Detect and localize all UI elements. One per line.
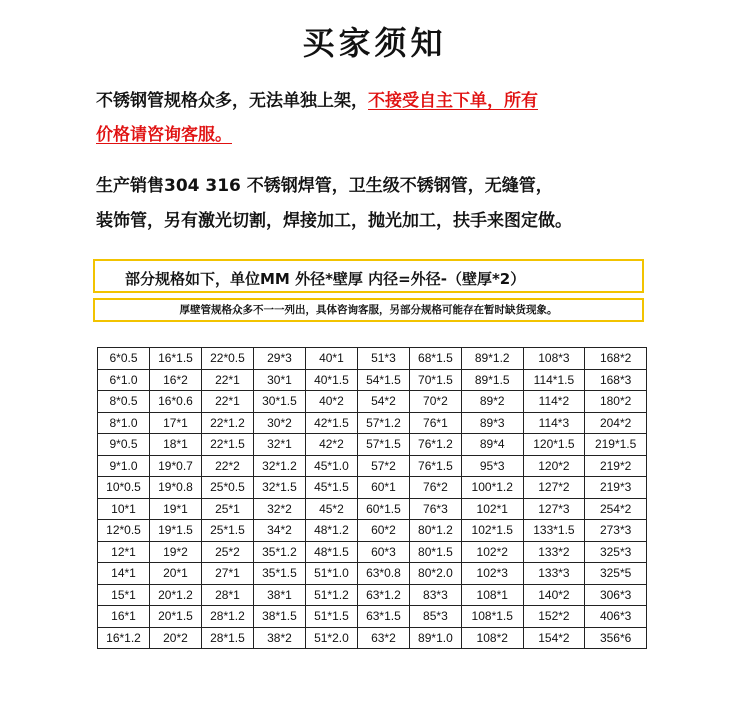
table-cell: 108*3 bbox=[523, 348, 585, 370]
table-cell: 154*2 bbox=[523, 627, 585, 649]
notice-warning: 不接受自主下单，所有 bbox=[368, 91, 538, 111]
table-row bbox=[98, 541, 647, 563]
table-cell: 108*1 bbox=[461, 584, 523, 606]
table-cell: 51*1.0 bbox=[305, 563, 357, 585]
table-cell: 76*1.2 bbox=[409, 434, 461, 456]
page-title: 买家须知 bbox=[302, 24, 447, 62]
table-cell: 100*1.2 bbox=[461, 477, 523, 499]
table-cell: 16*1.5 bbox=[149, 348, 201, 370]
table-cell: 219*3 bbox=[585, 477, 647, 499]
table-row bbox=[98, 563, 647, 585]
sub-note: 厚壁管规格众多不一一列出，具体咨询客服，另部分规格可能存在暂时缺货现象。 bbox=[93, 298, 644, 322]
table-cell: 16*2 bbox=[149, 369, 201, 391]
table-cell: 63*0.8 bbox=[357, 563, 409, 585]
table-cell: 306*3 bbox=[585, 584, 647, 606]
table-cell: 168*3 bbox=[585, 369, 647, 391]
table-cell: 120*2 bbox=[523, 455, 585, 477]
table-cell: 51*1.5 bbox=[305, 606, 357, 628]
table-cell: 102*1 bbox=[461, 498, 523, 520]
table-cell: 16*1 bbox=[98, 606, 150, 628]
table-row bbox=[98, 434, 647, 456]
table-cell: 89*3 bbox=[461, 412, 523, 434]
table-cell: 29*3 bbox=[253, 348, 305, 370]
table-cell: 76*3 bbox=[409, 498, 461, 520]
table-row bbox=[98, 627, 647, 649]
table-cell: 133*3 bbox=[523, 563, 585, 585]
table-cell: 57*1.5 bbox=[357, 434, 409, 456]
table-cell: 89*4 bbox=[461, 434, 523, 456]
table-cell: 85*3 bbox=[409, 606, 461, 628]
table-cell: 9*0.5 bbox=[98, 434, 150, 456]
table-cell: 152*2 bbox=[523, 606, 585, 628]
table-cell: 51*2.0 bbox=[305, 627, 357, 649]
table-cell: 19*1 bbox=[149, 498, 201, 520]
table-cell: 80*1.2 bbox=[409, 520, 461, 542]
table-cell: 34*2 bbox=[253, 520, 305, 542]
spec-note: 部分规格如下，单位MM 外径*壁厚 内径=外径-（壁厚*2） bbox=[125, 270, 526, 288]
table-cell: 63*1.2 bbox=[357, 584, 409, 606]
table-cell: 6*1.0 bbox=[98, 369, 150, 391]
table-cell: 40*2 bbox=[305, 391, 357, 413]
table-cell: 89*1.0 bbox=[409, 627, 461, 649]
table-cell: 254*2 bbox=[585, 498, 647, 520]
table-cell: 63*1.5 bbox=[357, 606, 409, 628]
production-line-1: 生产销售304 316 不锈钢焊管，卫生级不锈钢管，无缝管， bbox=[96, 176, 553, 196]
table-cell: 60*3 bbox=[357, 541, 409, 563]
table-cell: 35*1.2 bbox=[253, 541, 305, 563]
table-cell: 17*1 bbox=[149, 412, 201, 434]
table-cell: 25*0.5 bbox=[201, 477, 253, 499]
table-cell: 12*0.5 bbox=[98, 520, 150, 542]
table-cell: 140*2 bbox=[523, 584, 585, 606]
table-cell: 8*0.5 bbox=[98, 391, 150, 413]
table-cell: 12*1 bbox=[98, 541, 150, 563]
table-cell: 325*3 bbox=[585, 541, 647, 563]
table-cell: 20*2 bbox=[149, 627, 201, 649]
table-cell: 204*2 bbox=[585, 412, 647, 434]
table-row bbox=[98, 412, 647, 434]
table-cell: 48*1.2 bbox=[305, 520, 357, 542]
notice-line-1 bbox=[96, 86, 538, 111]
table-cell: 180*2 bbox=[585, 391, 647, 413]
table-cell: 114*3 bbox=[523, 412, 585, 434]
table-cell: 42*1.5 bbox=[305, 412, 357, 434]
table-cell: 15*1 bbox=[98, 584, 150, 606]
table-cell: 80*2.0 bbox=[409, 563, 461, 585]
spec-note-box bbox=[93, 259, 644, 293]
table-cell: 80*1.5 bbox=[409, 541, 461, 563]
table-cell: 51*1.2 bbox=[305, 584, 357, 606]
table-cell: 76*1 bbox=[409, 412, 461, 434]
table-cell: 57*2 bbox=[357, 455, 409, 477]
table-cell: 356*6 bbox=[585, 627, 647, 649]
notice-warning-2: 价格请咨询客服。 bbox=[96, 125, 232, 145]
table-cell: 14*1 bbox=[98, 563, 150, 585]
table-cell: 54*1.5 bbox=[357, 369, 409, 391]
table-cell: 20*1 bbox=[149, 563, 201, 585]
table-cell: 38*1.5 bbox=[253, 606, 305, 628]
table-cell: 273*3 bbox=[585, 520, 647, 542]
table-cell: 32*2 bbox=[253, 498, 305, 520]
table-cell: 32*1.5 bbox=[253, 477, 305, 499]
table-cell: 219*2 bbox=[585, 455, 647, 477]
table-cell: 219*1.5 bbox=[585, 434, 647, 456]
table-cell: 168*2 bbox=[585, 348, 647, 370]
table-cell: 60*2 bbox=[357, 520, 409, 542]
table-cell: 89*1.2 bbox=[461, 348, 523, 370]
table-cell: 42*2 bbox=[305, 434, 357, 456]
table-cell: 10*0.5 bbox=[98, 477, 150, 499]
table-cell: 6*0.5 bbox=[98, 348, 150, 370]
table-row bbox=[98, 584, 647, 606]
production-line-2: 装饰管，另有激光切割，焊接加工，抛光加工，扶手来图定做。 bbox=[96, 211, 572, 231]
table-cell: 22*0.5 bbox=[201, 348, 253, 370]
spec-table bbox=[97, 347, 647, 649]
table-cell: 60*1 bbox=[357, 477, 409, 499]
table-cell: 22*1.5 bbox=[201, 434, 253, 456]
table-cell: 40*1 bbox=[305, 348, 357, 370]
table-row bbox=[98, 455, 647, 477]
table-cell: 70*1.5 bbox=[409, 369, 461, 391]
table-row bbox=[98, 520, 647, 542]
table-cell: 25*2 bbox=[201, 541, 253, 563]
table-cell: 27*1 bbox=[201, 563, 253, 585]
table-cell: 10*1 bbox=[98, 498, 150, 520]
table-cell: 32*1 bbox=[253, 434, 305, 456]
table-cell: 22*1 bbox=[201, 391, 253, 413]
table-row bbox=[98, 391, 647, 413]
table-cell: 35*1.5 bbox=[253, 563, 305, 585]
table-row bbox=[98, 606, 647, 628]
table-cell: 45*1.5 bbox=[305, 477, 357, 499]
table-cell: 38*1 bbox=[253, 584, 305, 606]
table-cell: 28*1 bbox=[201, 584, 253, 606]
table-cell: 20*1.2 bbox=[149, 584, 201, 606]
table-cell: 406*3 bbox=[585, 606, 647, 628]
table-cell: 70*2 bbox=[409, 391, 461, 413]
table-row bbox=[98, 477, 647, 499]
table-cell: 76*1.5 bbox=[409, 455, 461, 477]
table-cell: 32*1.2 bbox=[253, 455, 305, 477]
table-cell: 127*3 bbox=[523, 498, 585, 520]
table-cell: 40*1.5 bbox=[305, 369, 357, 391]
table-cell: 133*2 bbox=[523, 541, 585, 563]
table-cell: 95*3 bbox=[461, 455, 523, 477]
table-cell: 57*1.2 bbox=[357, 412, 409, 434]
table-cell: 28*1.5 bbox=[201, 627, 253, 649]
table-cell: 45*2 bbox=[305, 498, 357, 520]
table-cell: 22*2 bbox=[201, 455, 253, 477]
table-cell: 8*1.0 bbox=[98, 412, 150, 434]
spec-table-body bbox=[98, 348, 647, 649]
table-row bbox=[98, 348, 647, 370]
table-cell: 19*0.8 bbox=[149, 477, 201, 499]
table-cell: 133*1.5 bbox=[523, 520, 585, 542]
table-cell: 48*1.5 bbox=[305, 541, 357, 563]
table-cell: 120*1.5 bbox=[523, 434, 585, 456]
table-cell: 114*1.5 bbox=[523, 369, 585, 391]
table-cell: 45*1.0 bbox=[305, 455, 357, 477]
table-cell: 28*1.2 bbox=[201, 606, 253, 628]
notice-line-2 bbox=[96, 120, 232, 145]
table-cell: 102*3 bbox=[461, 563, 523, 585]
table-cell: 68*1.5 bbox=[409, 348, 461, 370]
table-cell: 9*1.0 bbox=[98, 455, 150, 477]
table-cell: 22*1 bbox=[201, 369, 253, 391]
table-cell: 16*1.2 bbox=[98, 627, 150, 649]
table-cell: 83*3 bbox=[409, 584, 461, 606]
table-cell: 22*1.2 bbox=[201, 412, 253, 434]
table-cell: 16*0.6 bbox=[149, 391, 201, 413]
table-cell: 325*5 bbox=[585, 563, 647, 585]
table-cell: 108*1.5 bbox=[461, 606, 523, 628]
table-cell: 19*2 bbox=[149, 541, 201, 563]
table-cell: 76*2 bbox=[409, 477, 461, 499]
table-cell: 18*1 bbox=[149, 434, 201, 456]
table-cell: 89*2 bbox=[461, 391, 523, 413]
table-cell: 89*1.5 bbox=[461, 369, 523, 391]
table-cell: 30*1.5 bbox=[253, 391, 305, 413]
table-cell: 20*1.5 bbox=[149, 606, 201, 628]
table-cell: 127*2 bbox=[523, 477, 585, 499]
table-row bbox=[98, 498, 647, 520]
table-cell: 108*2 bbox=[461, 627, 523, 649]
table-cell: 102*1.5 bbox=[461, 520, 523, 542]
table-cell: 114*2 bbox=[523, 391, 585, 413]
table-cell: 38*2 bbox=[253, 627, 305, 649]
table-cell: 19*0.7 bbox=[149, 455, 201, 477]
notice-text: 不锈钢管规格众多，无法单独上架， bbox=[96, 91, 368, 111]
table-cell: 30*1 bbox=[253, 369, 305, 391]
table-cell: 60*1.5 bbox=[357, 498, 409, 520]
table-cell: 54*2 bbox=[357, 391, 409, 413]
table-cell: 25*1.5 bbox=[201, 520, 253, 542]
table-row bbox=[98, 369, 647, 391]
table-cell: 19*1.5 bbox=[149, 520, 201, 542]
table-cell: 30*2 bbox=[253, 412, 305, 434]
table-cell: 25*1 bbox=[201, 498, 253, 520]
table-cell: 102*2 bbox=[461, 541, 523, 563]
table-cell: 63*2 bbox=[357, 627, 409, 649]
table-cell: 51*3 bbox=[357, 348, 409, 370]
